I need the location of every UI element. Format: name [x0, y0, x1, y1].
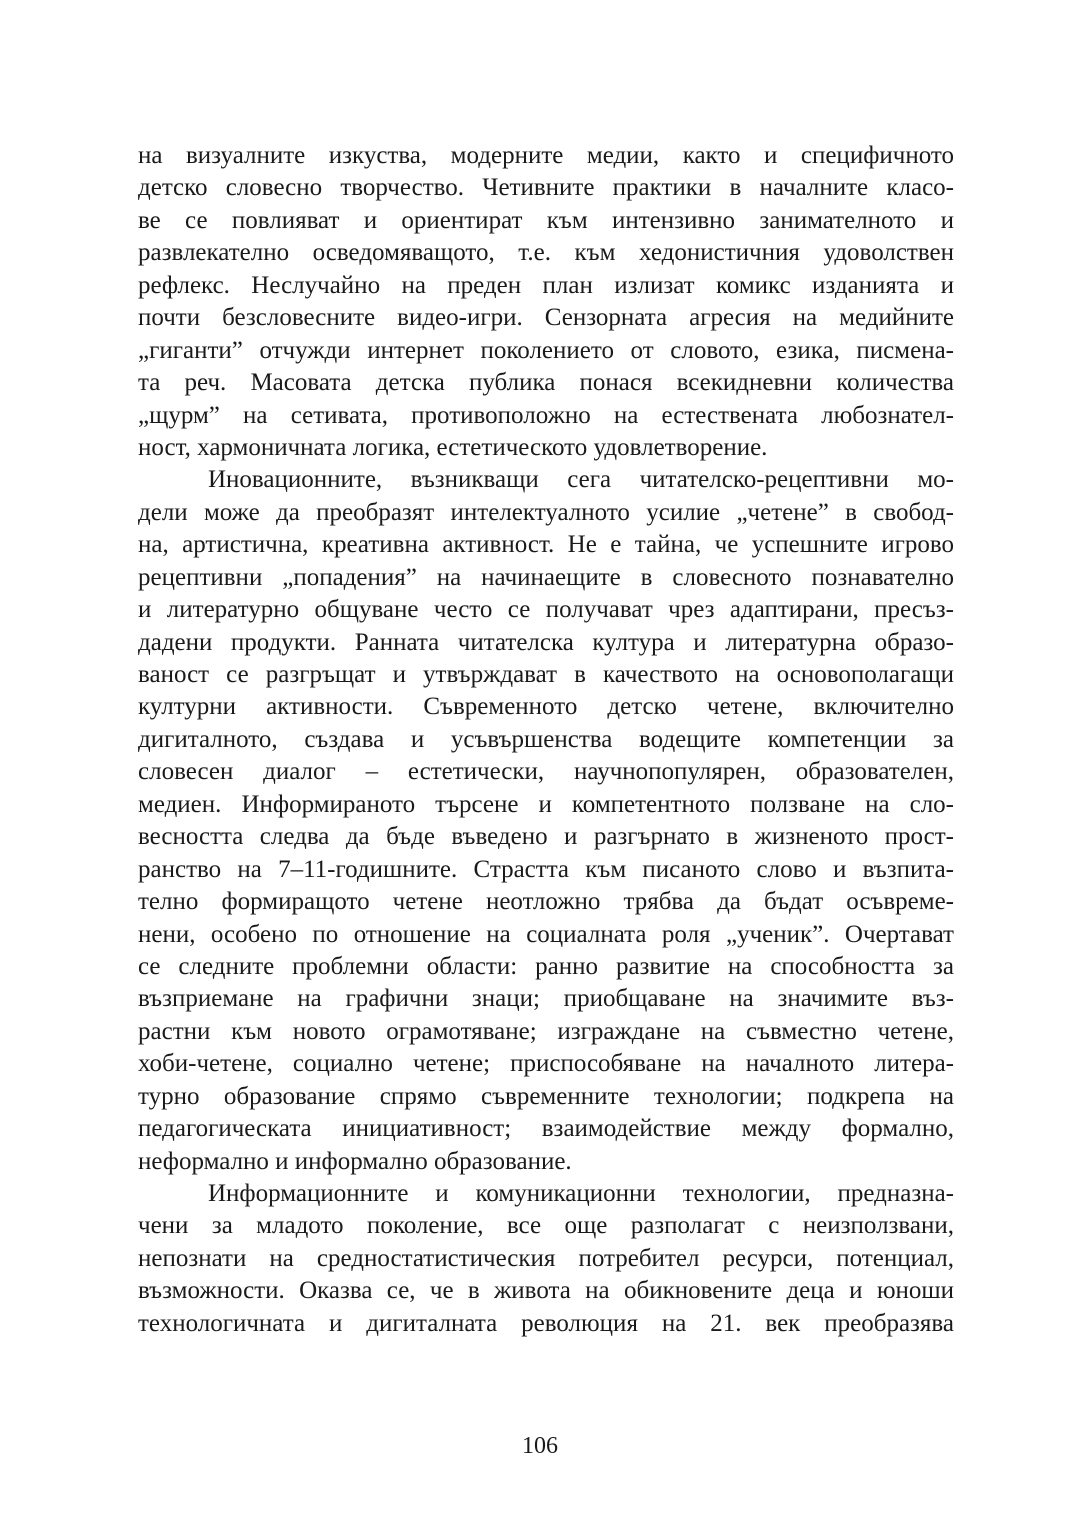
- text-line: дадени продукти. Ранната читателска култура и литературна образо-: [138, 628, 954, 656]
- text-line: и литературно общуване често се получават чрез адаптирани, пресъз-: [138, 596, 954, 624]
- text-line: ваност се разгръщат и утвърждават в качеството на основополагащи: [138, 661, 954, 688]
- text-line: растни към новото ограмотяване; изграждане на съвместно четене,: [138, 1017, 954, 1045]
- text-line: почти безсловесните видео-игри. Сензорната агресия на медийните: [138, 304, 954, 332]
- text-line: педагогическата инициативност; взаимодействие между формално,: [138, 1115, 954, 1143]
- text-line: се следните проблемни области: ранно развитие на способността за: [138, 952, 954, 980]
- text-line: хоби-четене, социално четене; приспособяване на началното литера-: [138, 1050, 954, 1078]
- document-page-body: [138, 140, 954, 1340]
- text-line: рецептивни „попадения” на начинаещите в словесното познавателно: [138, 563, 954, 591]
- text-line: словесен диалог – естетически, научнопопулярен, образователен,: [138, 758, 954, 786]
- text-line: чени за младото поколение, все още разполагат с неизползвани,: [138, 1212, 954, 1240]
- text-line: рефлекс. Неслучайно на преден план излизат комикс изданията и: [138, 271, 954, 299]
- text-line: непознати на средностатистическия потребител ресурси, потенциал,: [138, 1244, 954, 1272]
- paragraph-last-line: ност, хармоничната логика, естетическото удовлетворение.: [138, 433, 768, 461]
- text-line: та реч. Масовата детска публика понася всекидневни количества: [138, 369, 954, 397]
- page-number: 106: [522, 1433, 558, 1459]
- text-line: възможности. Оказва се, че в живота на обикновените деца и юноши: [138, 1277, 954, 1305]
- text-line: турно образование спрямо съвременните технологии; подкрепа на: [138, 1082, 954, 1110]
- paragraph-first-line: Иновационните, възникващи сега читателско-рецептивни мо-: [208, 466, 954, 494]
- text-line: ве се повлияват и ориентират към интензивно занимателното и: [138, 206, 954, 234]
- text-line: на, артистична, креативна активност. Не е тайна, че успешните игрово: [138, 531, 954, 559]
- text-line: нени, особено по отношение на социалната роля „ученик”. Очертават: [138, 920, 954, 948]
- text-line: възприемане на графични знаци; приобщаване на значимите въз-: [138, 985, 954, 1013]
- text-line: „щурм” на сетивата, противоположно на естествената любознател-: [138, 401, 954, 429]
- text-line: културни активности. Съвременното детско четене, включително: [138, 693, 954, 721]
- text-line: на визуалните изкуства, модерните медии, както и специфичното: [138, 142, 954, 169]
- text-line: дигиталното, създава и усъвършенства водещите компетенции за: [138, 725, 954, 753]
- text-line: дели може да преобразят интелектуалното усилие „четене” в свобод-: [138, 498, 954, 526]
- text-line: весността следва да бъде въведено и разгърнато в жизненото прост-: [138, 823, 954, 851]
- paragraph-last-line: неформално и информално образование.: [138, 1147, 572, 1175]
- text-line: телно формиращото четене неотложно трябва да бъдат осъвреме-: [138, 888, 954, 916]
- text-line: „гиганти” отчужди интернет поколението от словото, езика, писмена-: [138, 336, 954, 364]
- text-line: технологичната и дигиталната революция на 21. век преобразява: [138, 1309, 954, 1337]
- text-line: ранство на 7–11-годишните. Страстта към писаното слово и възпита-: [138, 855, 954, 883]
- text-line: развлекателно осведомяващото, т.е. към хедонистичния удоволствен: [138, 239, 954, 267]
- text-line: медиен. Информираното търсене и компетентното ползване на сло-: [138, 790, 954, 818]
- paragraph-first-line: Информационните и комуникационни технологии, предназна-: [208, 1180, 954, 1207]
- text-line: детско словесно творчество. Четивните практики в началните класо-: [138, 174, 954, 202]
